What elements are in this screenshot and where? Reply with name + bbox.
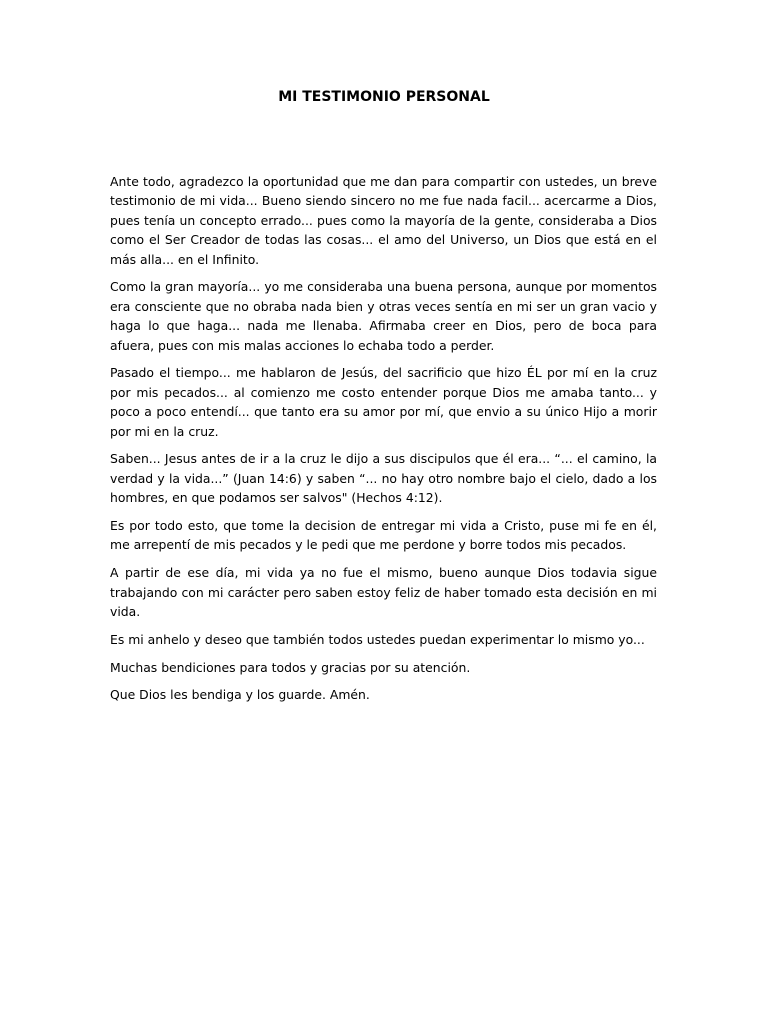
paragraph: Es por todo esto, que tome la decision de entregar mi vida a Cristo, puse mi fe en él, me arrepentí de mis pecados y le pedi que me perdone y borre todos mis pecados.: [110, 518, 657, 553]
paragraph: Saben... Jesus antes de ir a la cruz le dijo a sus discipulos que él era... “... el camino, la verdad y la vida...” (Juan 14:6) y saben “... no hay otro nombre bajo el cielo, dado a los hombres, en que podamos ser salvos" (Hechos 4:12).: [110, 451, 657, 506]
document-title: MI TESTIMONIO PERSONAL: [278, 89, 490, 105]
paragraph: Muchas bendiciones para todos y gracias por su atención.: [110, 659, 471, 675]
paragraph: Como la gran mayoría... yo me consideraba una buena persona, aunque por momentos era consciente que no obraba nada bien y otras veces sentía en mi ser un gran vacio y haga lo que haga... nada me llenaba. Afirmaba creer en Dios, pero de boca para afuera, pues con mis malas acciones lo echaba todo a perder.: [110, 279, 657, 353]
paragraph: Es mi anhelo y deseo que también todos ustedes puedan experimentar lo mismo yo...: [110, 631, 645, 647]
paragraph: A partir de ese día, mi vida ya no fue el mismo, bueno aunque Dios todavia sigue trabajando con mi carácter pero saben estoy feliz de haber tomado esta decisión en mi vida.: [110, 565, 657, 620]
paragraph: Pasado el tiempo... me hablaron de Jesús, del sacrificio que hizo ÉL por mí en la cruz por mis pecados... al comienzo me costo entender porque Dios me amaba tanto... y poco a poco entendí... que tanto era su amor por mí, que envio a su único Hijo a morir por mi en la cruz.: [110, 365, 657, 439]
paragraph: Ante todo, agradezco la oportunidad que me dan para compartir con ustedes, un breve testimonio de mi vida... Bueno siendo sincero no me fue nada facil... acercarme a Dios, pues tenía un concepto errado... pues como la mayoría de la gente, consideraba a Dios como el Ser Creador de todas las cosas... el amo del Universo, un Dios que está en el más alla... en el Infinito.: [110, 174, 657, 267]
document-body: [110, 172, 657, 713]
paragraph: Que Dios les bendiga y los guarde. Amén.: [110, 687, 370, 703]
